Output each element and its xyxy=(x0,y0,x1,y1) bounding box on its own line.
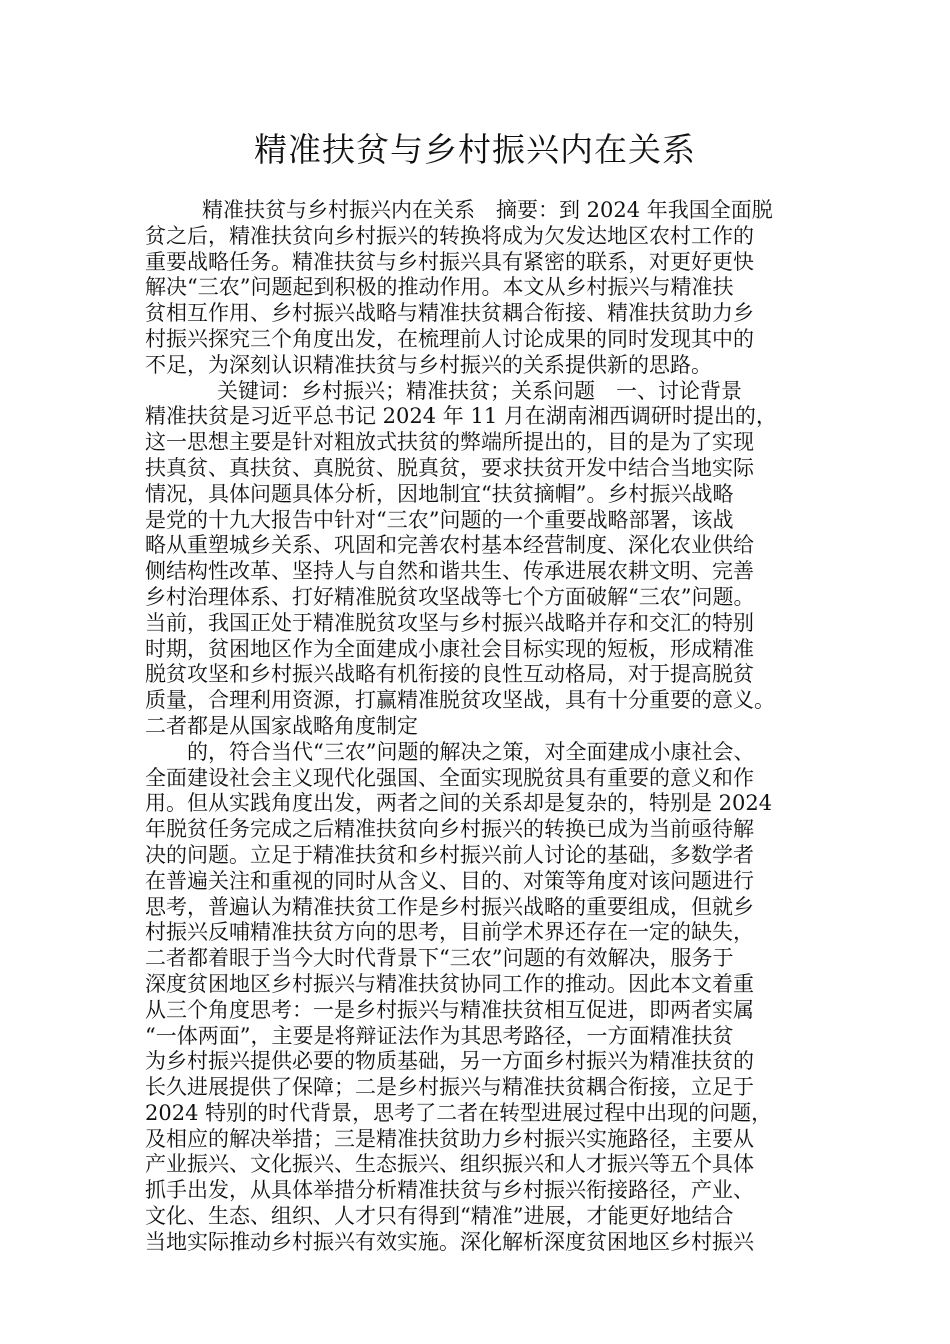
body-line: 在普遍关注和重视的同时从含义、目的、对策等角度对该问题进行 xyxy=(145,868,754,893)
body-line: 不足，为深刻认识精准扶贫与乡村振兴的关系提供新的思路。 xyxy=(145,352,712,377)
body-line: 二者都是从国家战略角度制定 xyxy=(145,713,418,738)
body-line: 2024 特别的时代背景，思考了二者在转型进展过程中出现的问题， xyxy=(145,1100,773,1125)
body-line: 年脱贫任务完成之后精准扶贫向乡村振兴的转换已成为当前亟待解 xyxy=(145,817,754,842)
body-line: 抓手出发，从具体举措分析精准扶贫与乡村振兴衔接路径，产业、 xyxy=(145,1178,754,1203)
body-line: 关键词：乡村振兴；精准扶贫；关系问题 一、讨论背景 xyxy=(217,378,742,403)
body-line: 略从重塑城乡关系、巩固和完善农村基本经营制度、深化农业供给 xyxy=(145,533,754,558)
body-line: 的，符合当代“三农”问题的解决之策，对全面建成小康社会、 xyxy=(187,739,755,764)
body-line: 当地实际推动乡村振兴有效实施。深化解析深度贫困地区乡村振兴 xyxy=(145,1229,754,1254)
body-line: 这一思想主要是针对粗放式扶贫的弊端所提出的，目的是为了实现 xyxy=(145,430,754,455)
body-line: 乡村治理体系、打好精准脱贫攻坚战等七个方面破解“三农”问题。 xyxy=(145,584,755,609)
body-line: 精准扶贫是习近平总书记 2024 年 11 月在湖南湘西调研时提出的， xyxy=(145,404,777,429)
body-line: 长久进展提供了保障；二是乡村振兴与精准扶贫耦合衔接，立足于 xyxy=(145,1075,754,1100)
body-line: 用。但从实践角度出发，两者之间的关系却是复杂的，特别是 2024 xyxy=(145,791,773,816)
body-line: 重要战略任务。精准扶贫与乡村振兴具有紧密的联系，对更好更快 xyxy=(145,249,754,274)
body-line: 全面建设社会主义现代化强国、全面实现脱贫具有重要的意义和作 xyxy=(145,765,754,790)
body-line: “一体两面”，主要是将辩证法作为其思考路径，一方面精准扶贫 xyxy=(145,1023,734,1048)
body-line: 为乡村振兴提供必要的物质基础，另一方面乡村振兴为精准扶贫的 xyxy=(145,1049,754,1074)
body-line: 质量，合理利用资源，打赢精准脱贫攻坚战，具有十分重要的意义。 xyxy=(145,688,775,713)
body-line: 贫相互作用、乡村振兴战略与精准扶贫耦合衔接、精准扶贫助力乡 xyxy=(145,301,754,326)
body-line: 扶真贫、真扶贫、真脱贫、脱真贫，要求扶贫开发中结合当地实际 xyxy=(145,455,754,480)
body-line: 贫之后，精准扶贫向乡村振兴的转换将成为欠发达地区农村工作的 xyxy=(145,223,754,248)
body-line: 是党的十九大报告中针对“三农”问题的一个重要战略部署，该战 xyxy=(145,507,734,532)
body-line: 从三个角度思考：一是乡村振兴与精准扶贫相互促进，即两者实属 xyxy=(145,997,754,1022)
body-line: 脱贫攻坚和乡村振兴战略有机衔接的良性互动格局，对于提高脱贫 xyxy=(145,662,754,687)
body-line: 精准扶贫与乡村振兴内在关系 摘要：到 2024 年我国全面脱 xyxy=(202,198,773,222)
body-line: 及相应的解决举措；三是精准扶贫助力乡村振兴实施路径，主要从 xyxy=(145,1126,754,1151)
body-line: 产业振兴、文化振兴、生态振兴、组织振兴和人才振兴等五个具体 xyxy=(145,1152,754,1177)
document-title: 精准扶贫与乡村振兴内在关系 xyxy=(254,130,696,169)
body-line: 时期，贫困地区作为全面建成小康社会目标实现的短板，形成精准 xyxy=(145,636,754,661)
body-line: 侧结构性改革、坚持人与自然和谐共生、传承进展农耕文明、完善 xyxy=(145,559,754,584)
body-line: 二者都着眼于当今大时代背景下“三农”问题的有效解决，服务于 xyxy=(145,946,734,971)
body-line: 村振兴反哺精准扶贫方向的思考，目前学术界还存在一定的缺失， xyxy=(145,920,754,945)
body-line: 决的问题。立足于精准扶贫和乡村振兴前人讨论的基础，多数学者 xyxy=(145,842,754,867)
body-line: 文化、生态、组织、人才只有得到“精准”进展，才能更好地结合 xyxy=(145,1204,734,1229)
body-line: 情况，具体问题具体分析，因地制宜“扶贫摘帽”。乡村振兴战略 xyxy=(145,481,734,506)
body-line: 村振兴探究三个角度出发，在梳理前人讨论成果的同时发现其中的 xyxy=(145,326,754,351)
document-body xyxy=(145,198,825,1256)
body-line: 深度贫困地区乡村振兴与精准扶贫协同工作的推动。因此本文着重 xyxy=(145,971,754,996)
body-line: 思考，普遍认为精准扶贫工作是乡村振兴战略的重要组成，但就乡 xyxy=(145,894,754,919)
body-line: 解决“三农”问题起到积极的推动作用。本文从乡村振兴与精准扶 xyxy=(145,275,734,300)
body-line: 当前，我国正处于精准脱贫攻坚与乡村振兴战略并存和交汇的特别 xyxy=(145,610,754,635)
